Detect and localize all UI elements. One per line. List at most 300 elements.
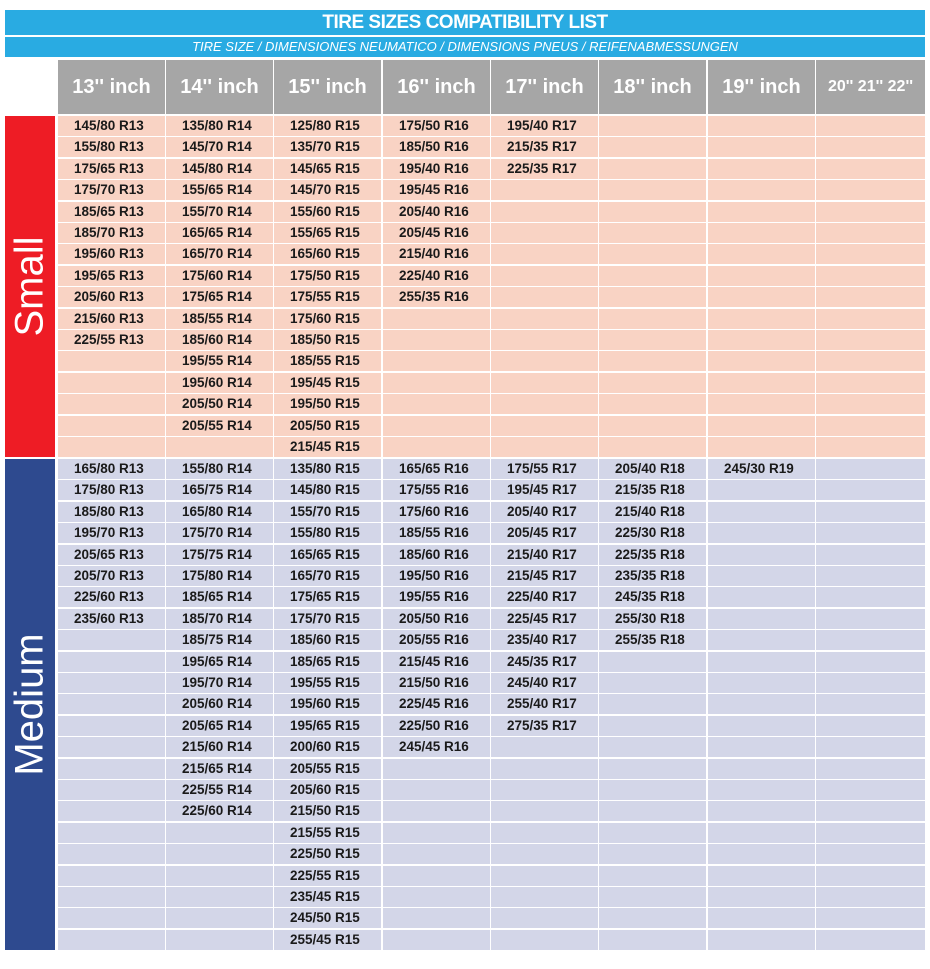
table-cell: 225/35 R18 (599, 545, 706, 565)
table-cell: 155/80 R13 (58, 137, 165, 157)
table-cell: 175/65 R15 (274, 587, 381, 607)
table-cell (816, 373, 925, 393)
table-cell: 175/75 R14 (166, 545, 273, 565)
table-cell (708, 202, 815, 222)
table-cell: 165/65 R16 (383, 459, 490, 479)
table-cell: 225/60 R13 (58, 587, 165, 607)
table-cell (599, 823, 706, 843)
table-cell: 175/60 R14 (166, 266, 273, 286)
table-cell: 255/35 R18 (599, 630, 706, 650)
table-cell (58, 930, 165, 950)
table-cell (816, 480, 925, 500)
table-cell: 195/55 R14 (166, 351, 273, 371)
table-cell (599, 394, 706, 414)
table-cell: 195/45 R17 (491, 480, 598, 500)
table-cell: 215/40 R16 (383, 244, 490, 264)
table-cell: 215/45 R16 (383, 652, 490, 672)
table-cell: 205/60 R15 (274, 780, 381, 800)
table-cell: 155/65 R14 (166, 180, 273, 200)
table-cell: 205/50 R15 (274, 416, 381, 436)
table-cell (816, 844, 925, 864)
table-cell (599, 244, 706, 264)
table-cell (816, 137, 925, 157)
table-cell (491, 930, 598, 950)
table-cell: 245/30 R19 (708, 459, 815, 479)
group-label-medium (5, 459, 55, 950)
column-header: 20'' 21'' 22'' (816, 60, 925, 114)
table-cell (708, 545, 815, 565)
table-cell (708, 930, 815, 950)
table-cell: 245/35 R17 (491, 652, 598, 672)
table-cell (58, 416, 165, 436)
table-cell (708, 780, 815, 800)
table-cell (383, 887, 490, 907)
table-cell (599, 202, 706, 222)
table-cell (708, 523, 815, 543)
table-cell: 145/70 R15 (274, 180, 381, 200)
table-cell: 225/50 R15 (274, 844, 381, 864)
table-cell (816, 759, 925, 779)
table-cell: 195/70 R13 (58, 523, 165, 543)
table-cell (708, 416, 815, 436)
table-cell: 205/40 R16 (383, 202, 490, 222)
table-cell: 135/70 R15 (274, 137, 381, 157)
table-cell (58, 780, 165, 800)
table-cell (816, 437, 925, 457)
table-cell: 175/80 R14 (166, 566, 273, 586)
table-cell (708, 266, 815, 286)
table-cell: 275/35 R17 (491, 716, 598, 736)
table-cell: 185/70 R13 (58, 223, 165, 243)
table-cell (708, 652, 815, 672)
table-cell (491, 202, 598, 222)
table-cell: 215/60 R14 (166, 737, 273, 757)
table-cell: 195/70 R14 (166, 673, 273, 693)
table-cell (816, 587, 925, 607)
table-cell (599, 866, 706, 886)
table-cell (708, 866, 815, 886)
table-cell: 175/55 R16 (383, 480, 490, 500)
table-cell: 205/65 R14 (166, 716, 273, 736)
table-cell (383, 759, 490, 779)
table-cell (383, 416, 490, 436)
table-cell: 195/40 R17 (491, 116, 598, 136)
table-cell: 225/30 R18 (599, 523, 706, 543)
table-cell (816, 694, 925, 714)
table-cell: 205/65 R13 (58, 545, 165, 565)
table-cell (166, 887, 273, 907)
table-cell (599, 223, 706, 243)
table-cell (816, 459, 925, 479)
table-cell (708, 309, 815, 329)
table-cell: 165/65 R14 (166, 223, 273, 243)
table-cell (383, 373, 490, 393)
table-cell (166, 866, 273, 886)
table-cell (491, 780, 598, 800)
table-cell: 165/60 R15 (274, 244, 381, 264)
table-cell (599, 887, 706, 907)
table-cell: 215/35 R17 (491, 137, 598, 157)
table-cell (708, 180, 815, 200)
table-cell: 245/35 R18 (599, 587, 706, 607)
table-cell: 195/65 R13 (58, 266, 165, 286)
table-cell: 195/45 R16 (383, 180, 490, 200)
table-cell: 165/65 R15 (274, 545, 381, 565)
table-cell (599, 844, 706, 864)
column-header: 18'' inch (599, 60, 706, 114)
table-cell (166, 908, 273, 928)
table-cell (491, 416, 598, 436)
table-cell (491, 287, 598, 307)
table-cell (816, 716, 925, 736)
table-title: TIRE SIZES COMPATIBILITY LIST (5, 10, 925, 35)
table-cell (708, 737, 815, 757)
table-cell (816, 330, 925, 350)
table-cell (599, 416, 706, 436)
table-cell: 235/45 R15 (274, 887, 381, 907)
table-cell: 155/70 R15 (274, 502, 381, 522)
column-header: 16'' inch (383, 60, 490, 114)
table-cell (708, 630, 815, 650)
table-cell: 225/40 R17 (491, 587, 598, 607)
table-cell: 225/55 R15 (274, 866, 381, 886)
table-cell (708, 394, 815, 414)
table-cell: 225/60 R14 (166, 801, 273, 821)
table-cell: 215/60 R13 (58, 309, 165, 329)
table-cell: 175/70 R15 (274, 609, 381, 629)
table-cell: 135/80 R14 (166, 116, 273, 136)
column-header: 13'' inch (58, 60, 165, 114)
table-cell (708, 330, 815, 350)
table-cell: 175/50 R15 (274, 266, 381, 286)
table-cell (816, 887, 925, 907)
table-cell (491, 737, 598, 757)
table-cell: 175/65 R14 (166, 287, 273, 307)
table-cell: 195/65 R14 (166, 652, 273, 672)
table-cell (383, 930, 490, 950)
table-cell (816, 223, 925, 243)
table-cell: 185/60 R15 (274, 630, 381, 650)
table-cell (599, 759, 706, 779)
table-cell (708, 801, 815, 821)
table-cell (708, 137, 815, 157)
table-cell (708, 351, 815, 371)
column-header: 17'' inch (491, 60, 598, 114)
table-cell (166, 844, 273, 864)
table-cell: 155/65 R15 (274, 223, 381, 243)
table-cell (383, 780, 490, 800)
table-cell (491, 866, 598, 886)
table-cell (491, 244, 598, 264)
table-cell (599, 930, 706, 950)
table-cell (58, 759, 165, 779)
table-cell: 185/75 R14 (166, 630, 273, 650)
table-cell (491, 330, 598, 350)
table-cell: 185/55 R15 (274, 351, 381, 371)
table-cell (58, 351, 165, 371)
table-cell: 235/35 R18 (599, 566, 706, 586)
table-cell (491, 437, 598, 457)
table-cell: 175/65 R13 (58, 159, 165, 179)
table-cell (708, 908, 815, 928)
table-cell (599, 116, 706, 136)
table-cell (708, 287, 815, 307)
table-cell: 145/80 R14 (166, 159, 273, 179)
table-cell (708, 244, 815, 264)
table-cell: 245/45 R16 (383, 737, 490, 757)
table-cell (58, 887, 165, 907)
table-cell (708, 373, 815, 393)
table-cell (816, 394, 925, 414)
column-header: 19'' inch (708, 60, 815, 114)
table-cell: 185/50 R16 (383, 137, 490, 157)
table-cell (816, 180, 925, 200)
table-cell: 165/80 R13 (58, 459, 165, 479)
table-cell: 145/70 R14 (166, 137, 273, 157)
table-cell (491, 801, 598, 821)
table-cell: 255/45 R15 (274, 930, 381, 950)
table-cell (708, 716, 815, 736)
table-cell (58, 394, 165, 414)
table-cell (816, 309, 925, 329)
table-cell: 215/65 R14 (166, 759, 273, 779)
table-cell: 225/55 R13 (58, 330, 165, 350)
table-cell (816, 737, 925, 757)
table-cell: 185/60 R16 (383, 545, 490, 565)
table-cell (491, 373, 598, 393)
table-cell (491, 223, 598, 243)
table-cell: 225/45 R16 (383, 694, 490, 714)
table-cell: 175/80 R13 (58, 480, 165, 500)
table-cell (599, 266, 706, 286)
table-cell: 195/50 R16 (383, 566, 490, 586)
table-cell (708, 159, 815, 179)
table-subtitle: TIRE SIZE / DIMENSIONES NEUMATICO / DIMENSIONS PNEUS / REIFENABMESSUNGEN (5, 37, 925, 57)
table-cell (708, 480, 815, 500)
table-cell: 255/30 R18 (599, 609, 706, 629)
column-header: 15'' inch (274, 60, 381, 114)
table-cell (491, 309, 598, 329)
table-cell: 195/40 R16 (383, 159, 490, 179)
table-cell: 165/70 R14 (166, 244, 273, 264)
table-cell (816, 566, 925, 586)
table-cell (599, 351, 706, 371)
table-cell: 155/70 R14 (166, 202, 273, 222)
table-cell (599, 801, 706, 821)
table-cell: 205/60 R13 (58, 287, 165, 307)
table-cell: 175/55 R15 (274, 287, 381, 307)
table-cell (491, 844, 598, 864)
table-cell (708, 694, 815, 714)
table-cell (816, 159, 925, 179)
table-cell (816, 609, 925, 629)
table-cell (599, 373, 706, 393)
table-cell: 185/65 R14 (166, 587, 273, 607)
table-cell (491, 823, 598, 843)
table-cell: 185/65 R13 (58, 202, 165, 222)
table-cell (708, 566, 815, 586)
table-cell (58, 908, 165, 928)
table-cell (816, 780, 925, 800)
table-cell (58, 373, 165, 393)
table-cell (816, 630, 925, 650)
table-cell: 185/60 R14 (166, 330, 273, 350)
table-cell: 195/65 R15 (274, 716, 381, 736)
table-cell (58, 844, 165, 864)
table-cell (383, 823, 490, 843)
table-cell (58, 437, 165, 457)
table-cell: 195/60 R14 (166, 373, 273, 393)
table-cell: 215/40 R18 (599, 502, 706, 522)
table-cell: 205/55 R14 (166, 416, 273, 436)
column-header: 14'' inch (166, 60, 273, 114)
table-cell: 205/40 R17 (491, 502, 598, 522)
table-cell: 185/65 R15 (274, 652, 381, 672)
table-cell: 215/40 R17 (491, 545, 598, 565)
table-cell: 175/55 R17 (491, 459, 598, 479)
table-cell (708, 223, 815, 243)
table-cell (491, 180, 598, 200)
table-cell: 155/60 R15 (274, 202, 381, 222)
table-cell (816, 416, 925, 436)
group-label-small (5, 116, 55, 457)
group-label-text: Small (7, 236, 52, 337)
table-cell: 225/50 R16 (383, 716, 490, 736)
table-cell (383, 309, 490, 329)
table-cell (383, 801, 490, 821)
table-cell (599, 737, 706, 757)
table-cell (599, 137, 706, 157)
table-cell: 235/60 R13 (58, 609, 165, 629)
table-cell (599, 330, 706, 350)
table-cell (816, 908, 925, 928)
table-cell (58, 673, 165, 693)
table-cell: 145/80 R15 (274, 480, 381, 500)
table-cell: 175/50 R16 (383, 116, 490, 136)
table-cell (166, 437, 273, 457)
table-cell (383, 866, 490, 886)
table-cell: 215/35 R18 (599, 480, 706, 500)
group-label-text: Medium (7, 633, 52, 776)
table-cell: 185/55 R14 (166, 309, 273, 329)
table-cell (816, 202, 925, 222)
table-cell: 205/45 R17 (491, 523, 598, 543)
table-cell (166, 930, 273, 950)
table-cell: 215/45 R15 (274, 437, 381, 457)
table-cell: 195/60 R13 (58, 244, 165, 264)
table-cell: 155/80 R14 (166, 459, 273, 479)
table-cell: 155/80 R15 (274, 523, 381, 543)
table-cell (383, 908, 490, 928)
table-cell: 165/80 R14 (166, 502, 273, 522)
table-cell (708, 844, 815, 864)
table-cell (58, 716, 165, 736)
table-cell: 245/50 R15 (274, 908, 381, 928)
table-cell: 225/35 R17 (491, 159, 598, 179)
table-cell (816, 866, 925, 886)
table-cell (383, 351, 490, 371)
table-cell (491, 759, 598, 779)
table-cell (816, 801, 925, 821)
table-cell (599, 716, 706, 736)
table-cell: 225/45 R17 (491, 609, 598, 629)
table-cell (599, 694, 706, 714)
table-cell (816, 545, 925, 565)
table-cell (383, 844, 490, 864)
table-cell: 185/80 R13 (58, 502, 165, 522)
table-cell (58, 823, 165, 843)
table-cell (816, 823, 925, 843)
table-cell: 245/40 R17 (491, 673, 598, 693)
table-cell: 175/60 R15 (274, 309, 381, 329)
table-cell (491, 908, 598, 928)
table-cell (708, 437, 815, 457)
table-cell (58, 694, 165, 714)
table-cell (383, 330, 490, 350)
table-cell (816, 244, 925, 264)
table-cell (599, 159, 706, 179)
table-cell: 185/70 R14 (166, 609, 273, 629)
table-cell (491, 887, 598, 907)
table-cell (599, 437, 706, 457)
table-cell (58, 866, 165, 886)
table-cell: 255/35 R16 (383, 287, 490, 307)
table-cell: 235/40 R17 (491, 630, 598, 650)
table-cell: 165/70 R15 (274, 566, 381, 586)
table-cell: 195/55 R16 (383, 587, 490, 607)
table-cell: 195/45 R15 (274, 373, 381, 393)
table-cell (599, 180, 706, 200)
table-cell: 205/60 R14 (166, 694, 273, 714)
table-cell (816, 930, 925, 950)
table-cell: 215/55 R15 (274, 823, 381, 843)
table-cell (708, 887, 815, 907)
table-cell: 205/55 R16 (383, 630, 490, 650)
table-cell (599, 908, 706, 928)
table-cell (816, 673, 925, 693)
table-cell: 185/50 R15 (274, 330, 381, 350)
table-cell (816, 266, 925, 286)
table-cell (816, 116, 925, 136)
table-cell: 205/70 R13 (58, 566, 165, 586)
table-cell (58, 801, 165, 821)
table-cell: 135/80 R15 (274, 459, 381, 479)
table-cell: 225/55 R14 (166, 780, 273, 800)
table-cell: 195/60 R15 (274, 694, 381, 714)
table-cell: 205/50 R14 (166, 394, 273, 414)
table-cell: 175/70 R13 (58, 180, 165, 200)
table-cell: 225/40 R16 (383, 266, 490, 286)
table-cell (599, 673, 706, 693)
table-cell: 215/50 R16 (383, 673, 490, 693)
table-cell (58, 737, 165, 757)
table-cell (599, 652, 706, 672)
table-cell (708, 823, 815, 843)
table-cell: 205/40 R18 (599, 459, 706, 479)
table-cell: 175/60 R16 (383, 502, 490, 522)
table-cell: 200/60 R15 (274, 737, 381, 757)
table-cell: 195/50 R15 (274, 394, 381, 414)
table-cell (816, 523, 925, 543)
table-cell: 195/55 R15 (274, 673, 381, 693)
table-cell: 215/50 R15 (274, 801, 381, 821)
table-cell (816, 287, 925, 307)
table-cell: 145/65 R15 (274, 159, 381, 179)
table-cell (491, 266, 598, 286)
table-cell (816, 351, 925, 371)
table-cell (599, 780, 706, 800)
table-cell: 145/80 R13 (58, 116, 165, 136)
